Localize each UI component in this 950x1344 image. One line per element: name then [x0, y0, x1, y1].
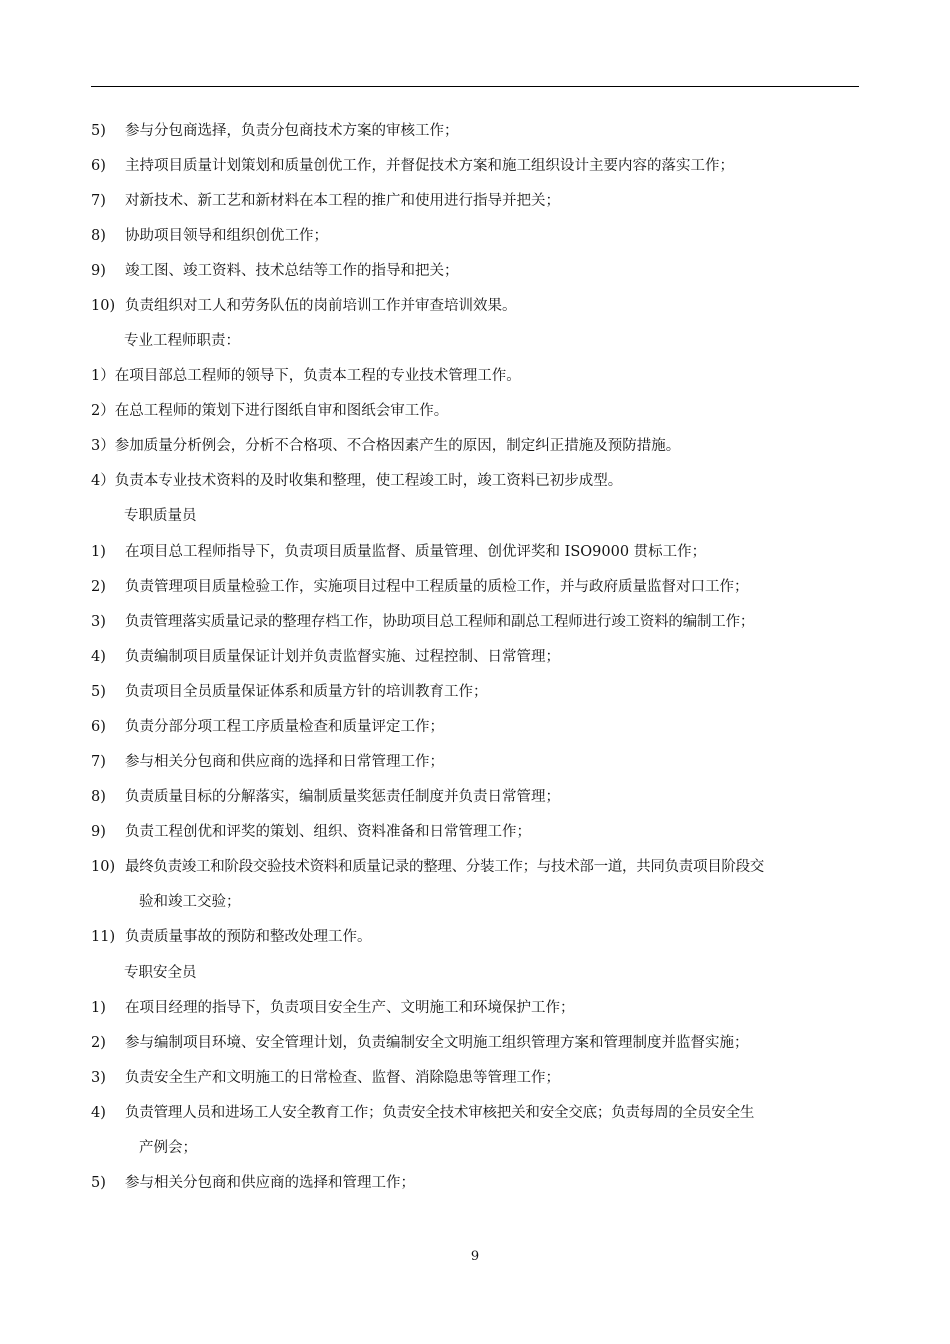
item-number: 9)	[91, 824, 106, 840]
item-number: 11)	[91, 929, 116, 945]
item-number: 5)	[91, 123, 106, 139]
list-item	[91, 122, 459, 140]
item-number: 9)	[91, 263, 106, 279]
item-text: 负责管理人员和进场工人安全教育工作；负责安全技术审核把关和安全交底；负责每周的全员安全生	[125, 1105, 755, 1121]
item-text: 协助项目领导和组织创优工作；	[125, 228, 328, 244]
list-item	[91, 1104, 754, 1122]
item-number: 3)	[91, 1070, 106, 1086]
list-item	[91, 227, 328, 245]
item-text: 负责管理项目质量检验工作，实施项目过程中工程质量的质检工作，并与政府质量监督对口工作；	[125, 579, 749, 595]
item-text: 主持项目质量计划策划和质量创优工作，并督促技术方案和施工组织设计主要内容的落实工作；	[125, 158, 734, 174]
list-item	[91, 157, 734, 175]
item-number: 8)	[91, 228, 106, 244]
item-text: 在项目经理的指导下，负责项目安全生产、文明施工和环境保护工作；	[125, 1000, 575, 1016]
list-item: 2）在总工程师的策划下进行图纸自审和图纸会审工作。	[91, 403, 449, 419]
list-item	[91, 788, 560, 806]
list-item	[91, 753, 444, 771]
item-text: 在项目总工程师指导下，负责项目质量监督、质量管理、创优评奖和 ISO9000 贯标工作；	[125, 544, 707, 560]
item-text: 竣工图、竣工资料、技术总结等工作的指导和把关；	[125, 263, 459, 279]
list-item	[91, 297, 517, 315]
list-item	[91, 1174, 415, 1192]
item-number: 2)	[91, 1035, 106, 1051]
item-text: 负责编制项目质量保证计划并负责监督实施、过程控制、日常管理；	[125, 649, 560, 665]
item-text: 负责工程创优和评奖的策划、组织、资料准备和日常管理工作；	[125, 824, 531, 840]
item-number: 1)	[91, 1000, 106, 1016]
list-item	[91, 192, 560, 210]
item-number: 4)	[91, 1105, 106, 1121]
item-number: 10)	[91, 859, 116, 875]
item-text: 最终负责竣工和阶段交验技术资料和质量记录的整理、分装工作；与技术部一道，共同负责项目阶段交	[125, 859, 764, 875]
list-item	[91, 999, 575, 1017]
section-heading-safety: 专职安全员	[124, 965, 197, 981]
section-heading-engineer: 专业工程师职责：	[124, 333, 240, 349]
item-number: 6)	[91, 158, 106, 174]
item-text: 参与编制项目环境、安全管理计划，负责编制安全文明施工组织管理方案和管理制度并监督实施；	[125, 1035, 749, 1051]
item-number: 7)	[91, 754, 106, 770]
item-number: 8)	[91, 789, 106, 805]
list-item	[91, 683, 488, 701]
item-text: 负责安全生产和文明施工的日常检查、监督、消除隐患等管理工作；	[125, 1070, 560, 1086]
item-text: 负责组织对工人和劳务队伍的岗前培训工作并审查培训效果。	[125, 298, 517, 314]
item-text: 负责质量目标的分解落实，编制质量奖惩责任制度并负责日常管理；	[125, 789, 560, 805]
item-text: 参与相关分包商和供应商的选择和日常管理工作；	[125, 754, 444, 770]
list-item	[91, 823, 531, 841]
list-item	[91, 648, 560, 666]
item-number: 4)	[91, 649, 106, 665]
list-item	[91, 578, 749, 596]
page-number: 9	[470, 1249, 480, 1264]
item-text: 对新技术、新工艺和新材料在本工程的推广和使用进行指导并把关；	[125, 193, 560, 209]
item-number: 7)	[91, 193, 106, 209]
item-text: 参与分包商选择，负责分包商技术方案的审核工作；	[125, 123, 459, 139]
list-item	[91, 858, 764, 876]
section-heading-quality: 专职质量员	[124, 508, 197, 524]
list-item-continuation: 产例会；	[139, 1140, 197, 1156]
list-item	[91, 718, 444, 736]
list-item	[91, 613, 754, 631]
item-text: 负责管理落实质量记录的整理存档工作，协助项目总工程师和副总工程师进行竣工资料的编制工作；	[125, 614, 755, 630]
item-number: 3)	[91, 614, 106, 630]
list-item: 3）参加质量分析例会，分析不合格项、不合格因素产生的原因，制定纠正措施及预防措施。	[91, 438, 681, 454]
list-item	[91, 262, 459, 280]
item-number: 5)	[91, 1175, 106, 1191]
list-item	[91, 1034, 749, 1052]
header-rule	[91, 86, 859, 87]
list-item	[91, 543, 706, 561]
item-text: 负责质量事故的预防和整改处理工作。	[125, 929, 372, 945]
item-text: 负责分部分项工程工序质量检查和质量评定工作；	[125, 719, 444, 735]
item-text: 参与相关分包商和供应商的选择和管理工作；	[125, 1175, 415, 1191]
list-item: 1）在项目部总工程师的领导下，负责本工程的专业技术管理工作。	[91, 368, 521, 384]
list-item	[91, 1069, 560, 1087]
item-number: 5)	[91, 684, 106, 700]
list-item-continuation: 验和竣工交验；	[139, 894, 241, 910]
item-number: 1)	[91, 544, 106, 560]
list-item: 4）负责本专业技术资料的及时收集和整理，使工程竣工时，竣工资料已初步成型。	[91, 473, 623, 489]
item-number: 2)	[91, 579, 106, 595]
item-text: 负责项目全员质量保证体系和质量方针的培训教育工作；	[125, 684, 488, 700]
item-number: 6)	[91, 719, 106, 735]
item-number: 10)	[91, 298, 116, 314]
list-item	[91, 928, 372, 946]
